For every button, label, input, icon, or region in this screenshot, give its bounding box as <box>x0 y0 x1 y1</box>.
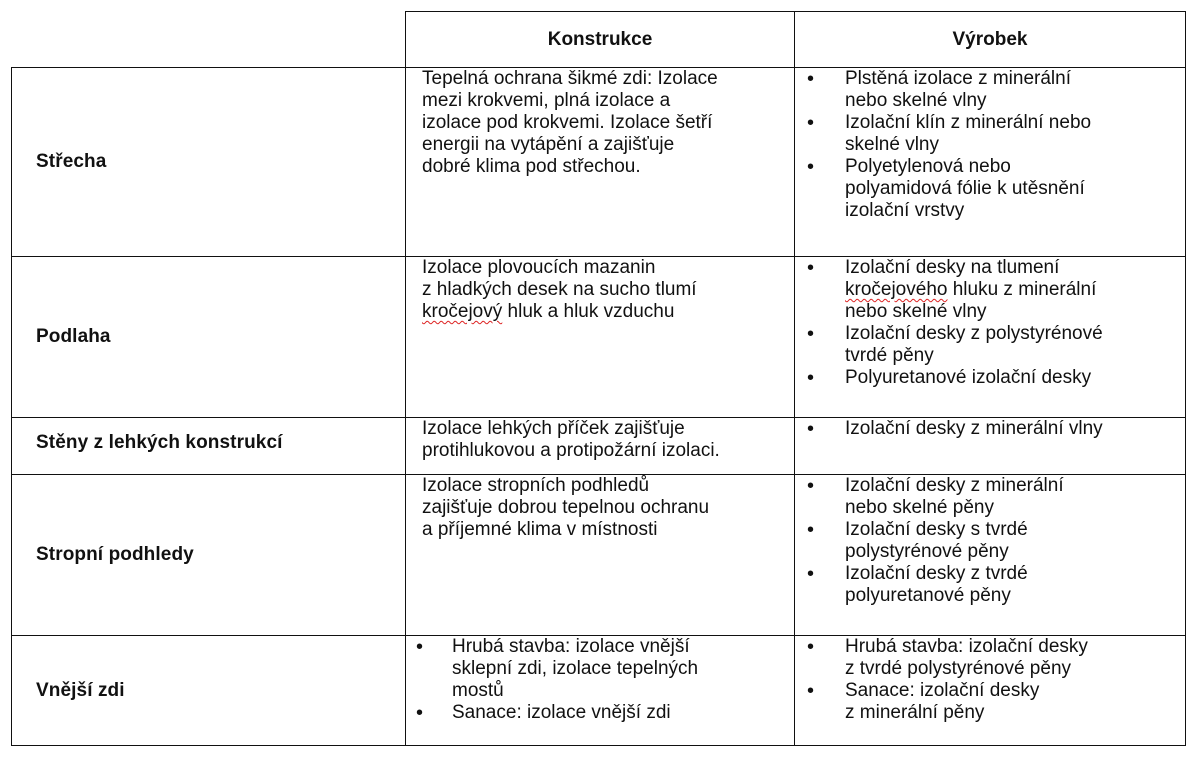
text-line: protihlukovou a protipožární izolaci. <box>422 440 720 461</box>
vyrobek-list <box>795 418 1185 440</box>
text-line: zajišťuje dobrou tepelnou ochranu <box>422 497 710 518</box>
text-line: Izolace stropních podhledů <box>422 475 650 496</box>
cell-konstrukce-stropni <box>406 475 794 635</box>
grid-line <box>11 67 1186 68</box>
grid-line <box>11 635 1186 636</box>
konstrukce-text <box>406 257 794 323</box>
row-label-text: Střecha <box>36 151 107 172</box>
text-line: sklepní zdi, izolace tepelných <box>452 658 699 679</box>
text-line: Tepelná ochrana šikmé zdi: Izolace <box>422 68 718 89</box>
spellcheck-word: kročejový <box>422 301 503 322</box>
grid-line <box>11 474 1186 475</box>
text-line: Izolace lehkých příček zajišťuje <box>422 418 685 439</box>
text-line: dobré klima pod střechou. <box>422 156 641 177</box>
column-header-vyrobek-label: Výrobek <box>952 28 1028 50</box>
cell-konstrukce-podlaha <box>406 257 794 417</box>
text-line: izolace pod krokvemi. Izolace šetří <box>422 112 713 133</box>
text-line: nebo skelné pěny <box>845 497 994 518</box>
row-label-text: Stěny z lehkých konstrukcí <box>36 432 283 453</box>
list-item <box>406 702 794 724</box>
text-line: • Sanace: izolační desky <box>845 680 1040 701</box>
cell-vyrobek-strecha <box>795 68 1185 256</box>
text-line: z hladkých desek na sucho tlumí <box>422 279 697 300</box>
cell-vyrobek-steny <box>795 418 1185 474</box>
text-line: • Sanace: izolace vnější zdi <box>452 702 671 723</box>
text-line: polyuretanové pěny <box>845 585 1011 606</box>
grid-line <box>405 11 406 746</box>
text-line: • Izolační desky z polystyrénové <box>845 323 1103 344</box>
list-item <box>795 257 1185 323</box>
row-label-strecha <box>12 68 405 256</box>
column-header-vyrobek <box>795 12 1185 67</box>
konstrukce-text <box>406 475 794 541</box>
text-line: • Polyuretanové izolační desky <box>845 367 1092 388</box>
cell-konstrukce-vnejsi <box>406 636 794 745</box>
text-line: nebo skelné vlny <box>845 301 987 322</box>
list-item <box>795 418 1185 440</box>
vyrobek-list <box>795 257 1185 389</box>
cell-konstrukce-steny <box>406 418 794 474</box>
text-line: • Polyetylenová nebo <box>845 156 1011 177</box>
konstrukce-text <box>406 418 794 462</box>
text-line: Izolace plovoucích mazanin <box>422 257 656 278</box>
row-label-steny <box>12 418 405 474</box>
text-line: mezi krokvemi, plná izolace a <box>422 90 671 111</box>
grid-line <box>11 256 1186 257</box>
text-line: tvrdé pěny <box>845 345 934 366</box>
text-line: • Izolační desky na tlumení <box>845 257 1060 278</box>
text-line: • Izolační desky s tvrdé <box>845 519 1028 540</box>
column-header-konstrukce-label: Konstrukce <box>547 28 653 50</box>
vyrobek-list <box>795 475 1185 607</box>
text-line: kročejového hluku z minerální <box>845 279 1097 300</box>
text-line: izolační vrstvy <box>845 200 965 221</box>
text-line: mostů <box>452 680 504 701</box>
text-line: z tvrdé polystyrénové pěny <box>845 658 1072 679</box>
list-item <box>795 68 1185 112</box>
vyrobek-list <box>795 68 1185 222</box>
grid-line <box>794 11 795 746</box>
text-line: z minerální pěny <box>845 702 985 723</box>
cell-vyrobek-stropni <box>795 475 1185 635</box>
row-label-text: Stropní podhledy <box>36 544 194 565</box>
vyrobek-list <box>795 636 1185 724</box>
list-item <box>795 563 1185 607</box>
list-item <box>795 519 1185 563</box>
list-item <box>795 680 1185 724</box>
text-line: skelné vlny <box>845 134 939 155</box>
text-line: a příjemné klima v místnosti <box>422 519 658 540</box>
list-item <box>795 156 1185 222</box>
list-item <box>795 636 1185 680</box>
grid-line <box>11 417 1186 418</box>
list-item <box>795 475 1185 519</box>
grid-line <box>11 745 1186 746</box>
text-line: • Hrubá stavba: izolační desky <box>845 636 1088 657</box>
grid-line <box>1185 11 1186 746</box>
cell-vyrobek-podlaha <box>795 257 1185 417</box>
text-line: • Hrubá stavba: izolace vnější <box>452 636 690 657</box>
spellcheck-word: kročejového <box>845 279 948 300</box>
grid-line <box>11 67 12 746</box>
list-item <box>406 636 794 702</box>
text-line: • Izolační desky z minerální vlny <box>845 418 1103 439</box>
list-item <box>795 323 1185 367</box>
text-line: • Izolační desky z minerální <box>845 475 1064 496</box>
grid-line <box>405 11 1186 12</box>
row-label-podlaha <box>12 257 405 417</box>
cell-konstrukce-strecha <box>406 68 794 256</box>
text-line: polystyrénové pěny <box>845 541 1009 562</box>
cell-vyrobek-vnejsi <box>795 636 1185 745</box>
row-label-vnejsi <box>12 636 405 745</box>
text-line: kročejový hluk a hluk vzduchu <box>422 301 675 322</box>
column-header-konstrukce <box>406 12 794 67</box>
konstrukce-text <box>406 68 794 178</box>
text-line: polyamidová fólie k utěsnění <box>845 178 1085 199</box>
row-label-text: Podlaha <box>36 326 111 347</box>
row-label-stropni <box>12 475 405 635</box>
text-line: • Izolační klín z minerální nebo <box>845 112 1092 133</box>
text-line: nebo skelné vlny <box>845 90 987 111</box>
list-item <box>795 112 1185 156</box>
list-item <box>795 367 1185 389</box>
konstrukce-list <box>406 636 794 724</box>
text-line: • Plstěná izolace z minerální <box>845 68 1071 89</box>
text-line: • Izolační desky z tvrdé <box>845 563 1028 584</box>
text-line: energii na vytápění a zajišťuje <box>422 134 675 155</box>
row-label-text: Vnější zdi <box>36 679 125 701</box>
